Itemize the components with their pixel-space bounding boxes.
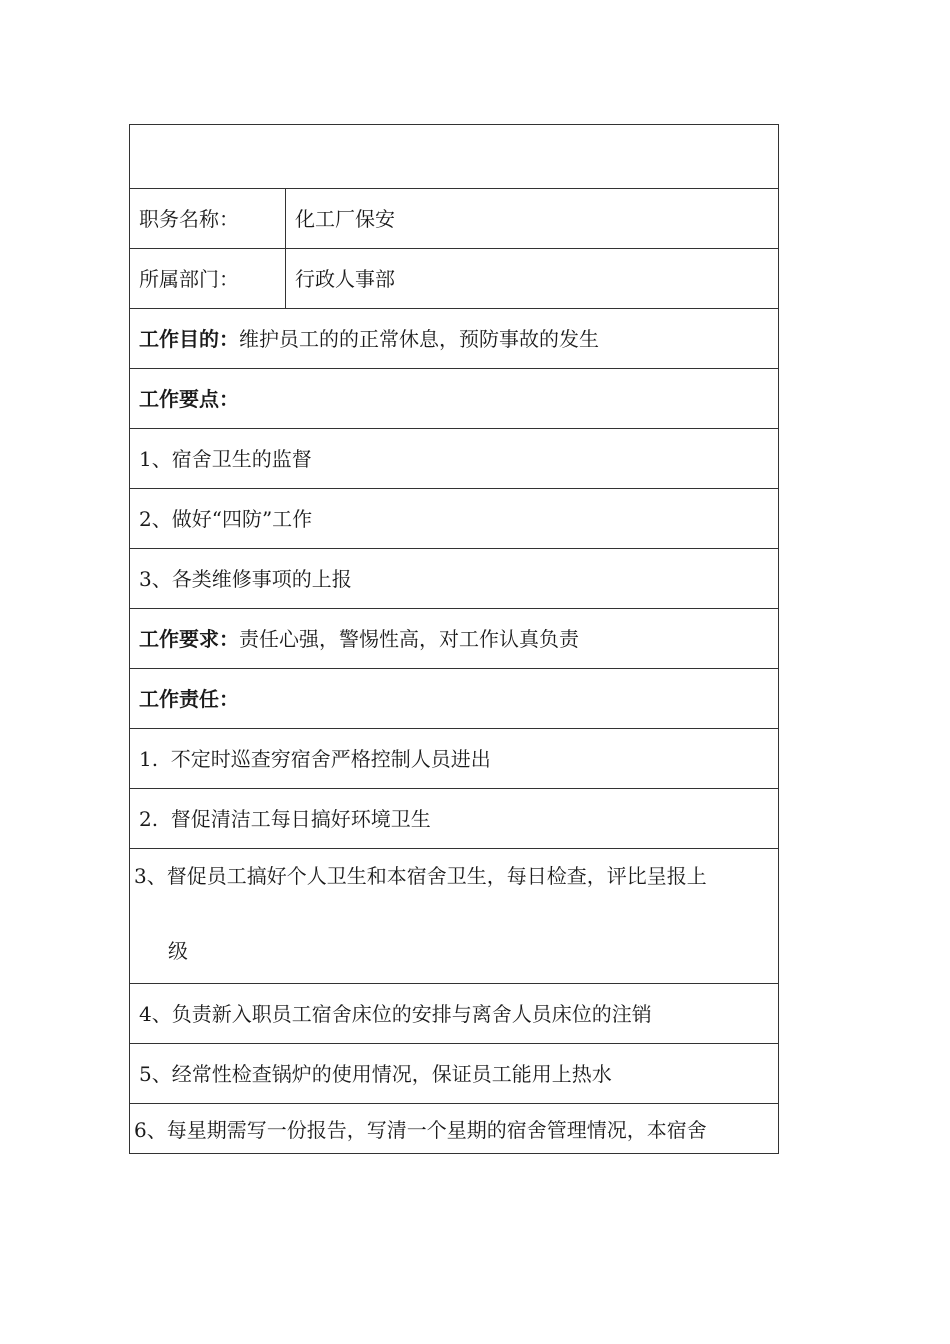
responsibility-3-line-2: 级 xyxy=(168,939,188,963)
header-cell xyxy=(130,125,779,189)
responsibility-6: 6、每星期需写一份报告，写清一个星期的宿舍管理情况，本宿舍 xyxy=(130,1104,779,1154)
list-item xyxy=(130,1044,779,1104)
responsibility-4: 4、负责新入职员工宿舍床位的安排与离舍人员床位的注销 xyxy=(130,984,779,1044)
responsibility-1: 1. 不定时巡查穷宿舍严格控制人员进出 xyxy=(130,729,779,789)
requirements-row xyxy=(130,609,779,669)
department-label: 所属部门： xyxy=(130,249,286,309)
position-value: 化工厂保安 xyxy=(286,189,779,249)
requirements-text: 责任心强，警惕性高，对工作认真负责 xyxy=(239,626,579,651)
position-label: 职务名称： xyxy=(130,189,286,249)
responsibility-3-line-1: 3、督促员工搞好个人卫生和本宿舍卫生，每日检查，评比呈报上 xyxy=(134,864,707,888)
department-value: 行政人事部 xyxy=(286,249,779,309)
header-row xyxy=(130,125,779,189)
responsibility-3 xyxy=(130,849,779,984)
purpose-text: 维护员工的的正常休息，预防事故的发生 xyxy=(239,326,599,351)
purpose-label: 工作目的： xyxy=(139,326,239,351)
department-row xyxy=(130,249,779,309)
key-points-header-row xyxy=(130,369,779,429)
list-item xyxy=(130,729,779,789)
responsibility-5: 5、经常性检查锅炉的使用情况，保证员工能用上热水 xyxy=(130,1044,779,1104)
requirements-cell xyxy=(130,609,779,669)
responsibilities-header-row xyxy=(130,669,779,729)
list-item xyxy=(130,789,779,849)
key-point-3: 3、各类维修事项的上报 xyxy=(130,549,779,609)
list-item xyxy=(130,549,779,609)
requirements-label: 工作要求： xyxy=(139,626,239,651)
purpose-row xyxy=(130,309,779,369)
list-item xyxy=(130,489,779,549)
list-item xyxy=(130,429,779,489)
key-point-1: 1、宿舍卫生的监督 xyxy=(130,429,779,489)
responsibility-2: 2. 督促清洁工每日搞好环境卫生 xyxy=(130,789,779,849)
key-point-2: 2、做好“四防”工作 xyxy=(130,489,779,549)
responsibilities-label: 工作责任： xyxy=(130,669,779,729)
list-item xyxy=(130,849,779,984)
position-row xyxy=(130,189,779,249)
purpose-cell xyxy=(130,309,779,369)
list-item xyxy=(130,1104,779,1154)
list-item xyxy=(130,984,779,1044)
job-description-table xyxy=(129,124,779,1154)
key-points-label: 工作要点： xyxy=(130,369,779,429)
